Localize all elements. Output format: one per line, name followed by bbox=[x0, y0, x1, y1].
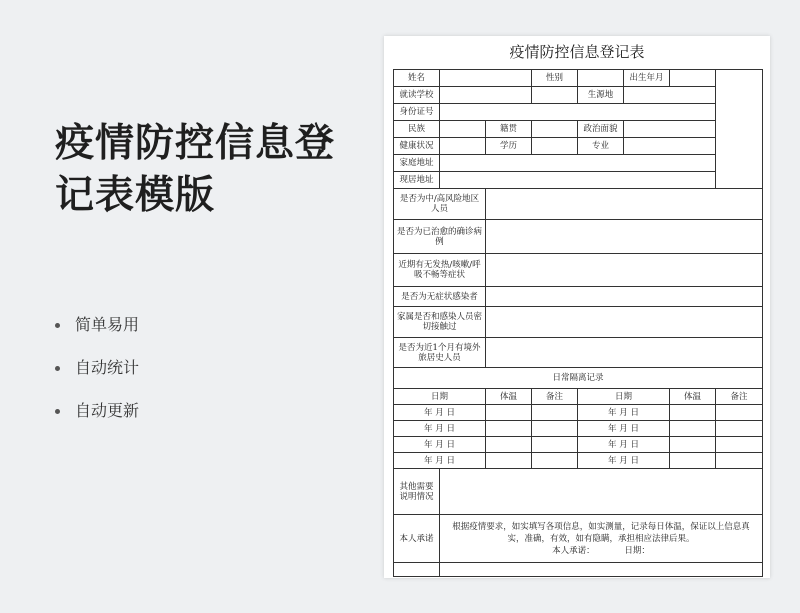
feature-item: 自动统计 bbox=[55, 355, 139, 398]
note-cell[interactable] bbox=[532, 421, 578, 437]
date-cell[interactable]: 年 月 日 bbox=[578, 437, 670, 453]
label-political: 政治面貌 bbox=[578, 121, 624, 138]
header-temp: 体温 bbox=[486, 389, 532, 405]
header-temp: 体温 bbox=[670, 389, 716, 405]
question-answer[interactable] bbox=[486, 338, 763, 368]
temp-cell[interactable] bbox=[670, 421, 716, 437]
question-label: 近期有无发热/咳嗽/呼吸不畅等症状 bbox=[394, 254, 486, 287]
note-cell[interactable] bbox=[532, 453, 578, 469]
header-note: 备注 bbox=[716, 389, 763, 405]
label-current: 现居地址 bbox=[394, 172, 440, 189]
row-id bbox=[394, 104, 763, 121]
temp-cell[interactable] bbox=[670, 453, 716, 469]
registration-form-table bbox=[393, 69, 763, 577]
page-headline: 疫情防控信息登记表模版 bbox=[55, 121, 336, 218]
label-education: 学历 bbox=[486, 138, 532, 155]
label-origin: 生源地 bbox=[578, 87, 624, 104]
field-political[interactable] bbox=[624, 121, 716, 138]
header-note: 备注 bbox=[532, 389, 578, 405]
label-home: 家庭地址 bbox=[394, 155, 440, 172]
row-isolation-title bbox=[394, 368, 763, 389]
field-education[interactable] bbox=[532, 138, 578, 155]
row-isolation bbox=[394, 437, 763, 453]
question-answer[interactable] bbox=[486, 287, 763, 307]
feature-item: 简单易用 bbox=[55, 312, 139, 355]
feature-item: 自动更新 bbox=[55, 398, 139, 441]
row-question bbox=[394, 307, 763, 338]
label-gender: 性别 bbox=[532, 70, 578, 87]
question-label: 是否为无症状感染者 bbox=[394, 287, 486, 307]
note-cell[interactable] bbox=[532, 405, 578, 421]
date-cell[interactable]: 年 月 日 bbox=[394, 421, 486, 437]
label-other: 其他需要说明情况 bbox=[394, 469, 440, 515]
spacer-cell bbox=[532, 87, 578, 104]
field-other[interactable] bbox=[440, 469, 763, 515]
date-cell[interactable]: 年 月 日 bbox=[394, 437, 486, 453]
row-isolation-header bbox=[394, 389, 763, 405]
pledge-cell bbox=[440, 515, 763, 563]
label-id: 身份证号 bbox=[394, 104, 440, 121]
row-ethnicity bbox=[394, 121, 763, 138]
question-answer[interactable] bbox=[486, 254, 763, 287]
row-health bbox=[394, 138, 763, 155]
feature-list bbox=[55, 312, 139, 441]
row-question bbox=[394, 254, 763, 287]
label-school: 就读学校 bbox=[394, 87, 440, 104]
question-label: 家属是否和感染人员密切接触过 bbox=[394, 307, 486, 338]
row-question bbox=[394, 189, 763, 220]
field-health[interactable] bbox=[440, 138, 486, 155]
row-pledge bbox=[394, 515, 763, 563]
header-date: 日期 bbox=[578, 389, 670, 405]
row-empty bbox=[394, 563, 763, 577]
date-cell[interactable]: 年 月 日 bbox=[578, 421, 670, 437]
note-cell[interactable] bbox=[716, 437, 763, 453]
question-answer[interactable] bbox=[486, 307, 763, 338]
row-question bbox=[394, 220, 763, 254]
row-name bbox=[394, 70, 763, 87]
date-cell[interactable]: 年 月 日 bbox=[578, 405, 670, 421]
temp-cell[interactable] bbox=[670, 437, 716, 453]
pledge-signature[interactable]: 本人承诺： 日期： bbox=[552, 545, 650, 556]
label-health: 健康状况 bbox=[394, 138, 440, 155]
note-cell[interactable] bbox=[716, 421, 763, 437]
row-isolation bbox=[394, 405, 763, 421]
row-question bbox=[394, 287, 763, 307]
date-cell[interactable]: 年 月 日 bbox=[394, 405, 486, 421]
row-question bbox=[394, 338, 763, 368]
date-cell[interactable]: 年 月 日 bbox=[394, 453, 486, 469]
row-current bbox=[394, 172, 763, 189]
form-title: 疫情防控信息登记表 bbox=[509, 43, 645, 61]
label-ethnicity: 民族 bbox=[394, 121, 440, 138]
field-birth[interactable] bbox=[670, 70, 716, 87]
temp-cell[interactable] bbox=[670, 405, 716, 421]
label-pledge: 本人承诺 bbox=[394, 515, 440, 563]
question-label: 是否为已治愈的确诊病例 bbox=[394, 220, 486, 254]
header-date: 日期 bbox=[394, 389, 486, 405]
pledge-text: 根据疫情要求，如实填写各项信息，如实测量，记录每日体温，保证以上信息真实，准确，有效，如有隐瞒，承担相应法律后果。 bbox=[452, 521, 750, 544]
photo-box[interactable] bbox=[716, 70, 763, 189]
field-native[interactable] bbox=[532, 121, 578, 138]
field-gender[interactable] bbox=[578, 70, 624, 87]
isolation-title: 日常隔离记录 bbox=[394, 368, 763, 389]
empty-cell bbox=[394, 563, 440, 577]
date-cell[interactable]: 年 月 日 bbox=[578, 453, 670, 469]
form-preview-paper bbox=[384, 36, 770, 578]
label-native: 籍贯 bbox=[486, 121, 532, 138]
question-label: 是否为近1个月有境外旅居史人员 bbox=[394, 338, 486, 368]
note-cell[interactable] bbox=[716, 405, 763, 421]
note-cell[interactable] bbox=[716, 453, 763, 469]
field-home[interactable] bbox=[440, 155, 716, 172]
question-answer[interactable] bbox=[486, 220, 763, 254]
row-home bbox=[394, 155, 763, 172]
note-cell[interactable] bbox=[532, 437, 578, 453]
field-name[interactable] bbox=[440, 70, 532, 87]
row-isolation bbox=[394, 453, 763, 469]
field-origin[interactable] bbox=[624, 87, 716, 104]
row-other bbox=[394, 469, 763, 515]
label-major: 专业 bbox=[578, 138, 624, 155]
question-answer[interactable] bbox=[486, 189, 763, 220]
temp-cell[interactable] bbox=[486, 405, 532, 421]
field-id[interactable] bbox=[440, 104, 716, 121]
field-ethnicity[interactable] bbox=[440, 121, 486, 138]
temp-cell[interactable] bbox=[486, 453, 532, 469]
row-isolation bbox=[394, 421, 763, 437]
field-school[interactable] bbox=[440, 87, 532, 104]
label-name: 姓名 bbox=[394, 70, 440, 87]
field-current[interactable] bbox=[440, 172, 716, 189]
question-label: 是否为中/高风险地区人员 bbox=[394, 189, 486, 220]
empty-cell bbox=[440, 563, 763, 577]
row-school bbox=[394, 87, 763, 104]
temp-cell[interactable] bbox=[486, 437, 532, 453]
field-major[interactable] bbox=[624, 138, 716, 155]
label-birth: 出生年月 bbox=[624, 70, 670, 87]
temp-cell[interactable] bbox=[486, 421, 532, 437]
